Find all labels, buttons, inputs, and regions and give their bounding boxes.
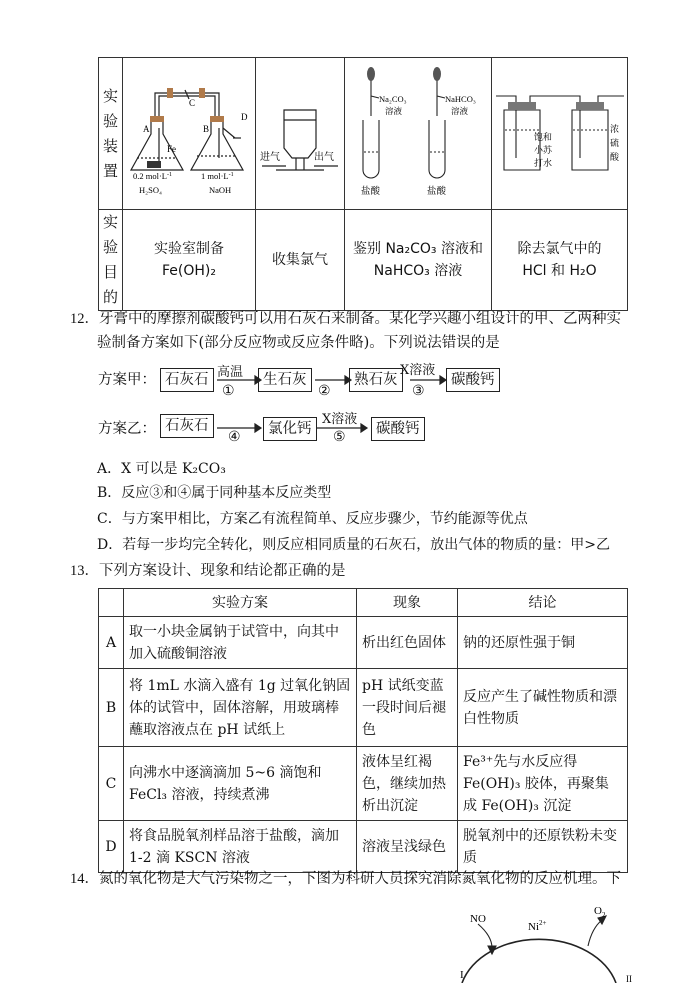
scheme-a-arrow-label-1: 高温 — [217, 365, 244, 380]
svg-text:0.2 mol·L-1: 0.2 $mol\cdot L^{-1}$ — [133, 171, 172, 181]
apparatus-gas-washing — [492, 58, 628, 210]
dropper-test-tubes-diagram — [345, 58, 491, 205]
header-char: 的 — [102, 288, 118, 306]
header-plan: 实验方案 — [124, 589, 357, 617]
stopper-a — [150, 116, 164, 122]
q14-stem — [70, 869, 621, 889]
scheme-a-label: 方案甲： — [98, 372, 156, 388]
apparatus-fe-oh2 — [123, 58, 256, 210]
inverted-bottle-diagram — [256, 58, 344, 205]
svg-text:饱和: 饱和 — [534, 132, 553, 142]
scheme-a-box-1: 石灰石 — [160, 368, 214, 392]
row-plan: 向沸水中逐滴滴加 5~6 滴饱和 FeCl₃ 溶液，持续煮沸 — [124, 747, 357, 821]
scheme-b-step-5: ⑤ — [333, 429, 346, 445]
row-header-apparatus — [99, 58, 123, 210]
header-char: 装 — [102, 136, 118, 155]
row-plan: 将食品脱氧剂样品溶于盐酸，滴加 1-2 滴 KSCN 溶液 — [124, 821, 357, 873]
scheme-a-step-2: ② — [318, 383, 331, 399]
svg-text:酸: 酸 — [610, 152, 620, 162]
apparatus-table — [98, 57, 628, 311]
row-conclusion: 钠的还原性强于铜 — [458, 617, 628, 669]
scheme-a-box-3: 熟石灰 — [349, 368, 403, 392]
svg-text:溶液: 溶液 — [385, 106, 403, 116]
q13-stem-text: 下列方案设计、现象和结论都正确的是 — [99, 563, 346, 579]
row-header-purpose — [99, 210, 123, 311]
header-char: 实 — [102, 213, 118, 231]
scheme-a-box-2: 生石灰 — [258, 368, 312, 392]
table-row[interactable] — [99, 821, 628, 873]
q14-number: 14． — [70, 871, 99, 887]
q13-table — [98, 588, 628, 873]
svg-text:O2: $O_2$ — [594, 905, 606, 919]
scheme-a-arrow-label-3: X溶液 — [400, 363, 436, 378]
scheme-b-box-1: 石灰石 — [160, 414, 214, 438]
stopper-b — [210, 116, 224, 122]
svg-text:Fe: Fe — [167, 144, 176, 154]
header-phenomenon: 现象 — [357, 589, 458, 617]
table-header-row — [99, 589, 628, 617]
svg-text:B: B — [203, 124, 210, 134]
row-phenomenon: 液体呈红褐色，继续加热析出沉淀 — [357, 747, 458, 821]
svg-text:D: D — [241, 112, 248, 122]
purpose-4: 除去氯气中的 HCl 和 H₂O — [492, 210, 628, 311]
svg-text:浓: 浓 — [610, 124, 620, 134]
q12-option-c[interactable]: C．与方案甲相比，方案乙有流程简单、反应步骤少，节约能源等优点 — [97, 511, 528, 527]
svg-text:NO: NO — [470, 913, 486, 925]
header-char: 验 — [102, 111, 118, 130]
scheme-b-box-3: 碳酸钙 — [371, 417, 425, 441]
svg-text:溶液: 溶液 — [451, 106, 469, 116]
q12-option-a[interactable]: A．X 可以是 K₂CO₃ — [97, 461, 226, 477]
svg-text:出气: 出气 — [314, 152, 334, 163]
svg-text:Ni2+: $Ni^{2+}$ — [528, 919, 547, 933]
row-letter: A — [99, 617, 124, 669]
svg-text:I: I — [460, 969, 464, 981]
table-row[interactable] — [99, 747, 628, 821]
gas-washing-bottles-diagram — [492, 58, 627, 205]
q12-option-d[interactable]: D．若每一步均完全转化，则反应相同质量的石灰石，放出气体的物质的量：甲>乙 — [97, 537, 610, 553]
svg-text:1 mol·L-1: 1 $mol\cdot L^{-1}$ — [201, 171, 234, 181]
svg-text:NaHCO₃: NaHCO₃ — [445, 94, 476, 104]
row-phenomenon: 溶液呈浅绿色 — [357, 821, 458, 873]
row-letter: C — [99, 747, 124, 821]
row-phenomenon: pH 试纸变蓝一段时间后褪色 — [357, 669, 458, 747]
svg-text:Na₂CO₃: Na₂CO₃ — [379, 94, 407, 104]
svg-text:NaOH: NaOH — [209, 185, 232, 195]
scheme-a-step-3: ③ — [412, 383, 425, 399]
header-char: 置 — [102, 161, 118, 180]
row-letter: D — [99, 821, 124, 873]
svg-text:H₂SO₄: H₂SO₄ — [139, 185, 162, 195]
header-char: 目 — [102, 263, 118, 281]
q14-stem-text: 氮的氧化物是大气污染物之一，下图为科研人员探究消除氮氧化物的反应机理。下 — [99, 871, 621, 887]
scheme-a-step-1: ① — [222, 383, 235, 399]
flask-apparatus-diagram — [123, 58, 255, 205]
header-char: 实 — [102, 86, 118, 105]
scheme-a-box-4: 碳酸钙 — [446, 368, 500, 392]
q12-number: 12． — [70, 311, 99, 327]
q12-stem-line2: 验制备方案如下(部分反应物或反应条件略)。下列说法错误的是 — [97, 335, 500, 351]
apparatus-gas-collection — [256, 58, 345, 210]
scheme-b-label: 方案乙： — [98, 421, 156, 437]
row-conclusion: 脱氧剂中的还原铁粉未变质 — [458, 821, 628, 873]
purpose-1: 实验室制备 Fe(OH)₂ — [123, 210, 256, 311]
header-char: 验 — [102, 238, 118, 256]
svg-text:打水: 打水 — [534, 158, 553, 168]
svg-text:小苏: 小苏 — [534, 145, 553, 155]
row-phenomenon: 析出红色固体 — [357, 617, 458, 669]
purpose-3: 鉴别 Na₂CO₃ 溶液和 NaHCO₃ 溶液 — [345, 210, 492, 311]
q12-stem-text: 牙膏中的摩擦剂碳酸钙可以用石灰石来制备。某化学兴趣小组设计的甲、乙两种实 — [99, 311, 621, 327]
header-blank — [99, 589, 124, 617]
purpose-2: 收集氯气 — [256, 210, 345, 311]
row-conclusion: 反应产生了碱性物质和漂白性物质 — [458, 669, 628, 747]
svg-text:进气: 进气 — [260, 152, 280, 163]
scheme-b-arrow-label-2: X溶液 — [322, 412, 358, 427]
dropper-bulb-left — [367, 67, 375, 81]
scheme-b-box-2: 氯化钙 — [263, 417, 317, 441]
row-letter: B — [99, 669, 124, 747]
q13-number: 13． — [70, 563, 99, 579]
table-row[interactable] — [99, 669, 628, 747]
apparatus-test-tubes — [345, 58, 492, 210]
svg-text:盐酸: 盐酸 — [427, 187, 447, 197]
svg-text:A: A — [143, 124, 150, 134]
scheme-b-step-4: ④ — [228, 429, 241, 445]
svg-text:硫: 硫 — [610, 138, 620, 148]
table-row[interactable] — [99, 617, 628, 669]
q13-stem — [70, 561, 346, 581]
header-conclusion: 结论 — [458, 589, 628, 617]
svg-text:II: II — [626, 974, 632, 983]
q12-option-b[interactable]: B．反应③和④属于同种基本反应类型 — [97, 485, 332, 501]
row-conclusion: Fe³⁺先与水反应得 Fe(OH)₃ 胶体，再聚集成 Fe(OH)₃ 沉淀 — [458, 747, 628, 821]
dropper-bulb-right — [433, 67, 441, 81]
q14-mechanism-diagram — [440, 900, 640, 983]
row-plan: 取一小块金属钠于试管中，向其中加入硫酸铜溶液 — [124, 617, 357, 669]
row-plan: 将 1mL 水滴入盛有 1g 过氧化钠固体的试管中，固体溶解，用玻璃棒蘸取溶液点在 pH 试纸上 — [124, 669, 357, 747]
q12-stem-line1 — [70, 309, 621, 329]
svg-text:C: C — [189, 98, 196, 108]
svg-text:盐酸: 盐酸 — [361, 187, 381, 197]
iron-chunk — [147, 161, 161, 168]
